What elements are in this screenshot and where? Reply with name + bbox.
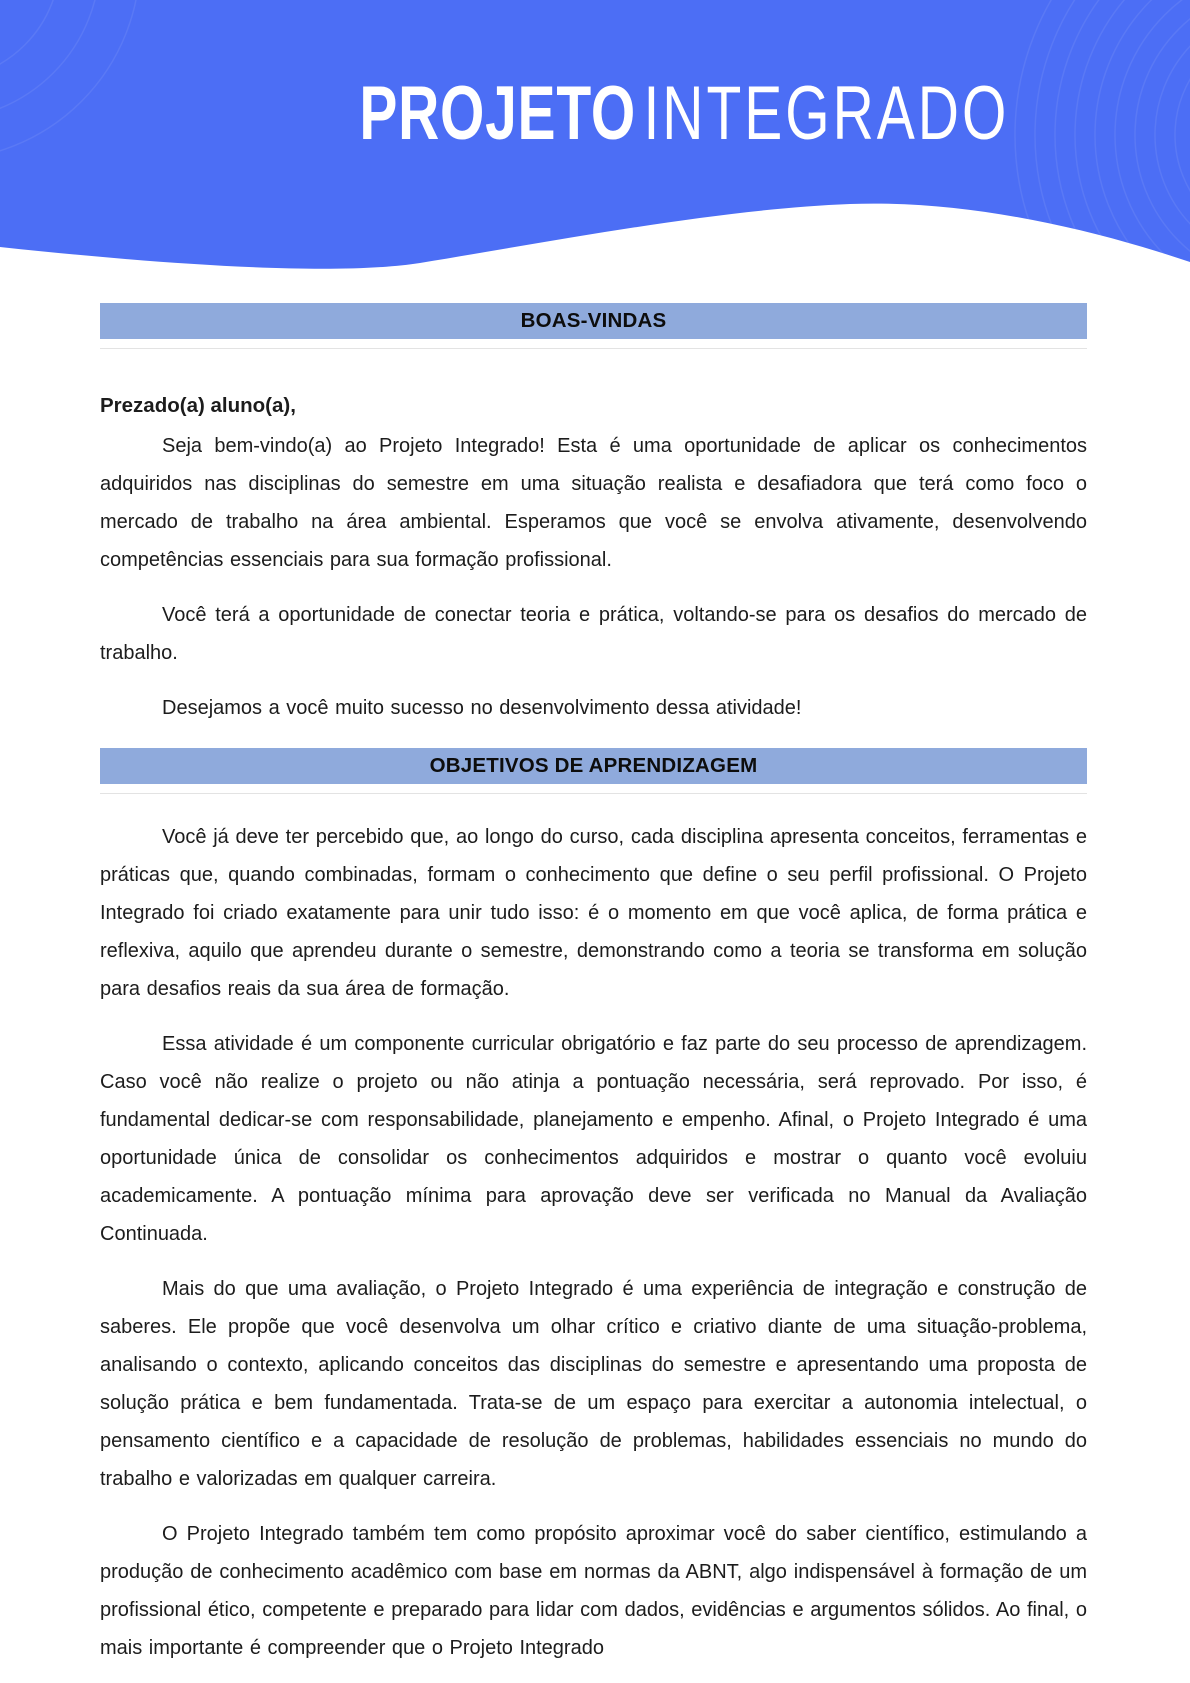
document-title — [0, 71, 1190, 156]
section-banner-objetivos: OBJETIVOS DE APRENDIZAGEM — [100, 748, 1087, 784]
welcome-paragraph-1: Seja bem-vindo(a) ao Projeto Integrado! Esta é uma oportunidade de aplicar os conhecimentos adquiridos nas disciplinas do semestre em uma situação realista e desafiadora que terá como foco o mercado de trabalho na área ambiental. Esperamos que você se envolva ativamente, desenvolvendo competências essenciais para sua formação profissional. — [100, 435, 1087, 571]
banner-divider — [100, 793, 1087, 794]
title-word-integrado: INTEGRADO — [643, 71, 1009, 156]
objectives-paragraph-2: Essa atividade é um componente curricular obrigatório e faz parte do seu processo de aprendizagem. Caso você não realize o projeto ou não atinja a pontuação necessária, será reprovado. Por isso, é fundamental dedicar-se com responsabilidade, planejamento e empenho. Afinal, o Projeto Integrado é uma oportunidade única de consolidar os conhecimentos adquiridos e mostrar o quanto você evoluiu academicamente. A pontuação mínima para aprovação deve ser verificada no Manual da Avaliação Continuada. — [100, 1033, 1087, 1245]
welcome-paragraph-2: Você terá a oportunidade de conectar teoria e prática, voltando-se para os desafios do mercado de trabalho. — [100, 604, 1087, 664]
banner-divider — [100, 348, 1087, 349]
objectives-paragraph-1: Você já deve ter percebido que, ao longo do curso, cada disciplina apresenta conceitos, ferramentas e práticas que, quando combinadas, formam o conhecimento que define o seu perfil profissional. O Projeto Integrado foi criado exatamente para unir tudo isso: é o momento em que você aplica, de forma prática e reflexiva, aquilo que aprendeu durante o semestre, demonstrando como a teoria se transforma em solução para desafios reais da sua área de formação. — [100, 826, 1087, 1000]
page-header — [0, 0, 1190, 276]
objectives-paragraph-3: Mais do que uma avaliação, o Projeto Integrado é uma experiência de integração e construção de saberes. Ele propõe que você desenvolva um olhar crítico e criativo diante de uma situação-problema, analisando o contexto, aplicando conceitos das disciplinas do semestre e apresentando uma proposta de solução prática e bem fundamentada. Trata-se de um espaço para exercitar a autonomia intelectual, o pensamento científico e a capacidade de resolução de problemas, habilidades essenciais no mundo do trabalho e valorizadas em qualquer carreira. — [100, 1278, 1087, 1490]
welcome-paragraph-3: Desejamos a você muito sucesso no desenvolvimento dessa atividade! — [162, 697, 802, 719]
section-banner-boas-vindas: BOAS-VINDAS — [100, 303, 1087, 339]
page-content — [0, 276, 1190, 1667]
objectives-paragraph-4: O Projeto Integrado também tem como propósito aproximar você do saber científico, estimulando a produção de conhecimento acadêmico com base em normas da ABNT, algo indispensável à formação de um profissional ético, competente e preparado para lidar com dados, evidências e argumentos sólidos. Ao final, o mais importante é compreender que o Projeto Integrado — [100, 1523, 1087, 1659]
title-word-projeto: PROJETO — [359, 71, 636, 156]
greeting-line: Prezado(a) aluno(a), — [100, 394, 296, 417]
